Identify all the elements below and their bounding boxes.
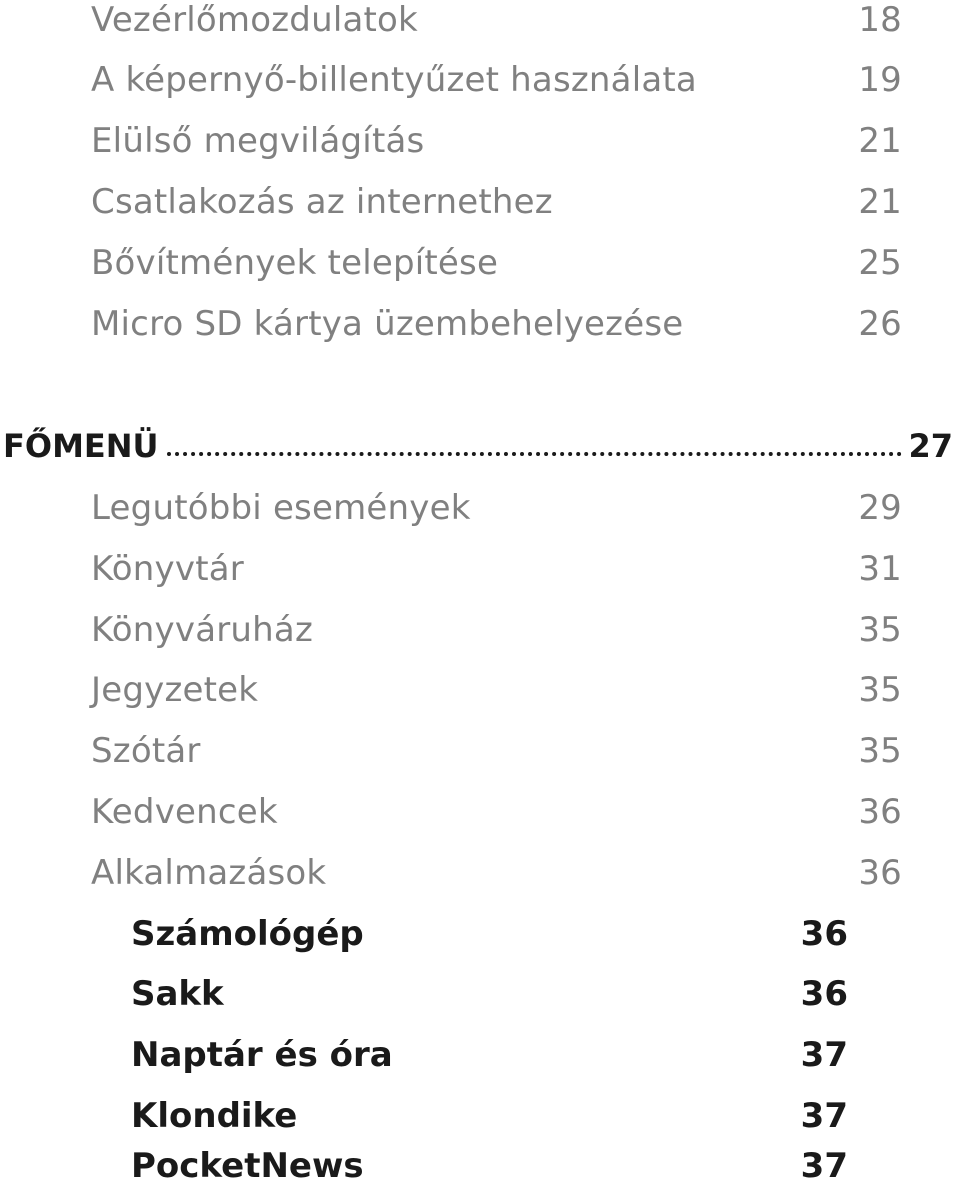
toc-subentry-title: Sakk (131, 974, 224, 1014)
toc-entry-title: Legutóbbi események (91, 488, 471, 528)
toc-entry[interactable] (91, 296, 902, 352)
toc-entry[interactable] (91, 113, 902, 169)
toc-entry[interactable] (91, 602, 902, 658)
toc-entry-page: 18 (858, 0, 902, 40)
toc-chapter-page: 27 (908, 427, 953, 465)
toc-entry[interactable] (91, 174, 902, 230)
toc-entry-page: 19 (858, 60, 902, 100)
toc-entry-title: A képernyő-billentyűzet használata (91, 60, 697, 100)
toc-subentry-page: 36 (800, 974, 848, 1014)
toc-entry-title: Vezérlőmozdulatok (91, 0, 418, 40)
toc-entry-page: 36 (858, 792, 902, 832)
toc-entry-title: Csatlakozás az internethez (91, 182, 553, 222)
toc-subentry[interactable] (131, 906, 848, 962)
toc-subentry[interactable] (131, 1138, 848, 1194)
toc-subentry[interactable] (131, 1027, 848, 1083)
toc-entry-page: 31 (858, 549, 902, 589)
toc-subentry-title: Klondike (131, 1096, 298, 1136)
toc-entry-title: Kedvencek (91, 792, 278, 832)
toc-entry[interactable] (91, 662, 902, 718)
toc-subentry-title: Számológép (131, 914, 364, 954)
toc-entry[interactable] (91, 541, 902, 597)
toc-chapter-entry[interactable] (3, 418, 953, 474)
toc-entry[interactable] (91, 784, 902, 840)
toc-entry[interactable] (91, 480, 902, 536)
toc-entry-page: 21 (858, 182, 902, 222)
toc-entry-title: Micro SD kártya üzembehelyezése (91, 304, 684, 344)
toc-subentry-page: 37 (800, 1146, 848, 1186)
dot-leader (167, 452, 903, 456)
toc-entry-page: 35 (858, 610, 902, 650)
toc-entry-title: Könyváruház (91, 610, 313, 650)
toc-entry-page: 26 (858, 304, 902, 344)
toc-entry[interactable] (91, 723, 902, 779)
toc-subentry[interactable] (131, 966, 848, 1022)
toc-entry[interactable] (91, 0, 902, 48)
toc-entry-page: 35 (858, 731, 902, 771)
toc-subentry[interactable] (131, 1088, 848, 1144)
toc-entry-page: 29 (858, 488, 902, 528)
toc-entry-title: Bővítmények telepítése (91, 243, 499, 283)
toc-entry-title: Alkalmazások (91, 853, 327, 893)
toc-entry[interactable] (91, 52, 902, 108)
toc-entry-page: 21 (858, 121, 902, 161)
toc-entry-page: 35 (858, 670, 902, 710)
toc-subentry-page: 37 (800, 1035, 848, 1075)
toc-entry-title: Könyvtár (91, 549, 244, 589)
toc-entry[interactable] (91, 235, 902, 291)
toc-subentry-page: 36 (800, 914, 848, 954)
toc-entry-title: Elülső megvilágítás (91, 121, 425, 161)
toc-chapter-title: FŐMENÜ (3, 427, 159, 465)
toc-entry-title: Szótár (91, 731, 201, 771)
toc-entry-title: Jegyzetek (91, 670, 259, 710)
toc-subentry-page: 37 (800, 1096, 848, 1136)
toc-entry-page: 25 (858, 243, 902, 283)
toc-entry[interactable] (91, 845, 902, 901)
toc-subentry-title: Naptár és óra (131, 1035, 393, 1075)
toc-entry-page: 36 (858, 853, 902, 893)
toc-subentry-title: PocketNews (131, 1146, 364, 1186)
